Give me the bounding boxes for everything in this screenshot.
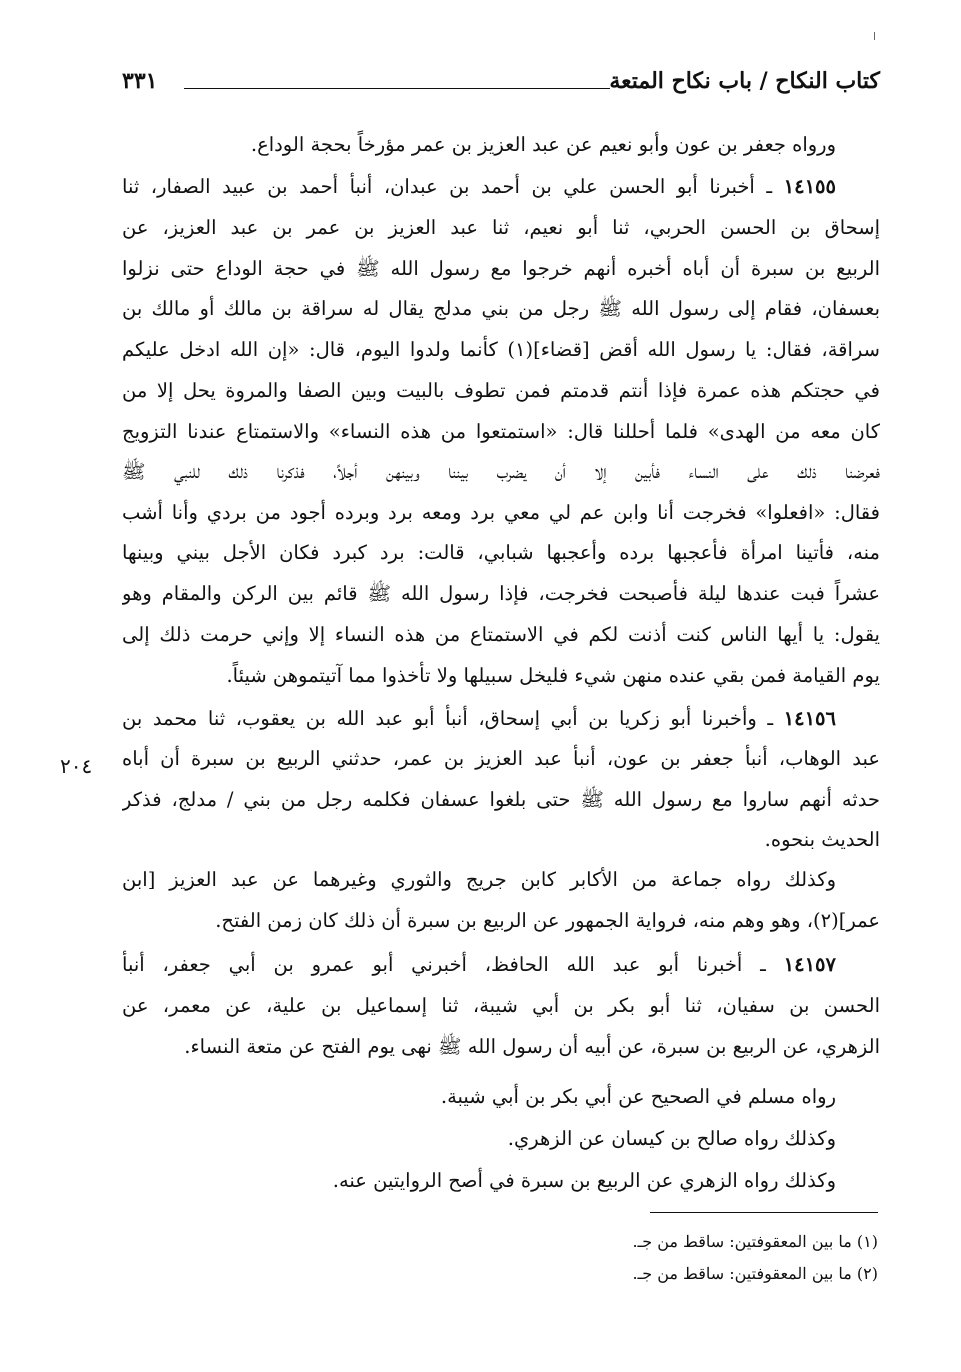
text-line: [122, 579, 880, 609]
text-line: [122, 213, 880, 243]
line-text: يقول: يا أيها الناس كنت أذنت لكم في الاستمتاع من هذه النساء إلا وإني حرمت ذلك إلى: [122, 623, 880, 646]
text-line: [122, 254, 880, 284]
text-line: [122, 991, 880, 1021]
line-text: الحديث بنحوه.: [764, 828, 880, 851]
line-text: حدثه أنهم ساروا مع رسول الله ﷺ حتى بلغوا عسفان فكلمه رجل من بني / مدلج، فذكر: [122, 788, 880, 811]
text-line: [122, 1166, 880, 1196]
scan-mark: [874, 32, 875, 40]
line-text: فقال: «افعلوا» فخرجت أنا وابن عم لي معي برد ومعه برد وبرده أجود من بردي وأنا أشب: [122, 501, 880, 524]
text-line: [122, 785, 880, 815]
text-line: [122, 744, 880, 774]
line-text: وكذلك رواه صالح بن كيسان عن الزهري.: [507, 1127, 836, 1150]
margin-page-number: ٢٠٤: [60, 754, 93, 778]
text-line: [122, 1082, 880, 1112]
text-line: [122, 376, 880, 406]
text-line: [122, 620, 880, 650]
line-text: منه، فأتينا امرأة فأعجبها برده وأعجبها شبابي، قالت: برد كبرد فكان الأجل بيني وبينها: [122, 541, 880, 564]
text-line: [122, 130, 880, 160]
line-text: يوم القيامة فمن بقي عنده منهن شيء فليخل سبيلها ولا تأخذوا مما آتيتموهن شيئاً.: [226, 664, 880, 687]
line-text: كان معه من الهدى» فلما أحللنا قال: «استمتعوا من هذه النساء» والاستمتاع عندنا التزويج: [122, 420, 880, 443]
hadith-first-line: [122, 704, 880, 734]
text-line: [122, 1124, 880, 1154]
text-line: [122, 906, 880, 936]
line-text: الحسن بن سفيان، ثنا أبو بكر بن أبي شيبة، ثنا إسماعيل بن علية، عن معمر، عن: [122, 994, 880, 1017]
footnote-1: (١) ما بين المعقوفتين: ساقط من جـ.: [632, 1232, 878, 1251]
footnote-rule: [650, 1212, 878, 1213]
line-text: في حجتكم هذه عمرة فإذا أنتم قدمتم فمن تطوف بالبيت وبين الصفا والمروة يحل إلا من: [122, 379, 880, 402]
line-text: إسحاق بن الحسن الحربي، ثنا أبو نعيم، ثنا عبد العزيز بن عمر بن عبد العزيز، عن: [122, 216, 880, 239]
text-line: [122, 661, 880, 691]
text-line: [122, 294, 880, 324]
line-text: عبد الوهاب، أنبأ جعفر بن عون، أنبأ عبد العزيز بن عمر، حدثني الربيع بن سبرة أن أباه: [122, 747, 880, 770]
header-title: كتاب النكاح / باب نكاح المتعة: [609, 68, 880, 94]
hadith-number: ١٤١٥٥: [783, 175, 836, 198]
text-line: [122, 457, 880, 487]
text-line: [122, 865, 880, 895]
footnote-2: (٢) ما بين المعقوفتين: ساقط من جـ.: [632, 1264, 878, 1283]
hadith-number: ١٤١٥٦: [783, 707, 836, 730]
line-text: الربيع بن سبرة أن أباه أخبره أنهم خرجوا مع رسول الله ﷺ في حجة الوداع حتى نزلوا: [122, 257, 880, 280]
hadith-number: ١٤١٥٧: [783, 953, 836, 976]
page-number: ٣٣١: [122, 68, 158, 94]
hadith-first-line: [122, 950, 880, 980]
line-text: الزهري، عن الربيع بن سبرة، عن أبيه أن رسول الله ﷺ نهى يوم الفتح عن متعة النساء.: [184, 1035, 880, 1058]
text-line: [122, 335, 880, 365]
text-line: [122, 825, 880, 855]
text-line: [122, 498, 880, 528]
line-text: عمر](٢)، وهو وهم منه، فرواية الجمهور عن الربيع بن سبرة أن ذلك كان زمن الفتح.: [215, 909, 880, 932]
line-text: سراقة، فقال: يا رسول الله أقض [قضاء](١) كأنما ولدوا اليوم، قال: «إن الله ادخل عليكم: [122, 338, 880, 361]
text-line: [122, 1032, 880, 1062]
text-line: [122, 417, 880, 447]
line-text: ـ أخبرنا أبو عبد الله الحافظ، أخبرني أبو عمرو بن أبي جعفر، أنبأ: [122, 953, 784, 976]
line-text: ـ أخبرنا أبو الحسن علي بن أحمد بن عبدان، أنبأ أحمد بن عبيد الصفار، ثنا: [122, 175, 784, 198]
running-header: [122, 68, 880, 104]
line-text: فعرضنا ذلك على النساء فأبين إلا أن يضرب بيننا وبينهن أجلاً، فذكرنا ذلك للنبي ﷺ: [122, 460, 880, 483]
text-line: [122, 538, 880, 568]
line-text: رواه مسلم في الصحيح عن أبي بكر بن أبي شيبة.: [440, 1085, 836, 1108]
line-text: ورواه جعفر بن عون وأبو نعيم عن عبد العزيز بن عمر مؤرخاً بحجة الوداع.: [250, 133, 836, 156]
header-rule: [184, 88, 610, 89]
line-text: ـ وأخبرنا أبو زكريا بن أبي إسحاق، أنبأ أبو عبد الله بن يعقوب، ثنا محمد بن: [122, 707, 784, 730]
line-text: وكذلك رواه جماعة من الأكابر كابن جريج والثوري وغيرهما عن عبد العزيز [ابن: [122, 868, 836, 891]
line-text: وكذلك رواه الزهري عن الربيع بن سبرة في أصح الروايتين عنه.: [332, 1169, 836, 1192]
line-text: عشراً فبت عندها ليلة فأصبحت فخرجت، فإذا رسول الله ﷺ قائم بين الركن والمقام وهو: [122, 582, 880, 605]
line-text: بعسفان، فقام إلى رسول الله ﷺ رجل من بني مدلج يقال له سراقة بن مالك أو مالك بن: [122, 297, 880, 320]
hadith-first-line: [122, 172, 880, 202]
